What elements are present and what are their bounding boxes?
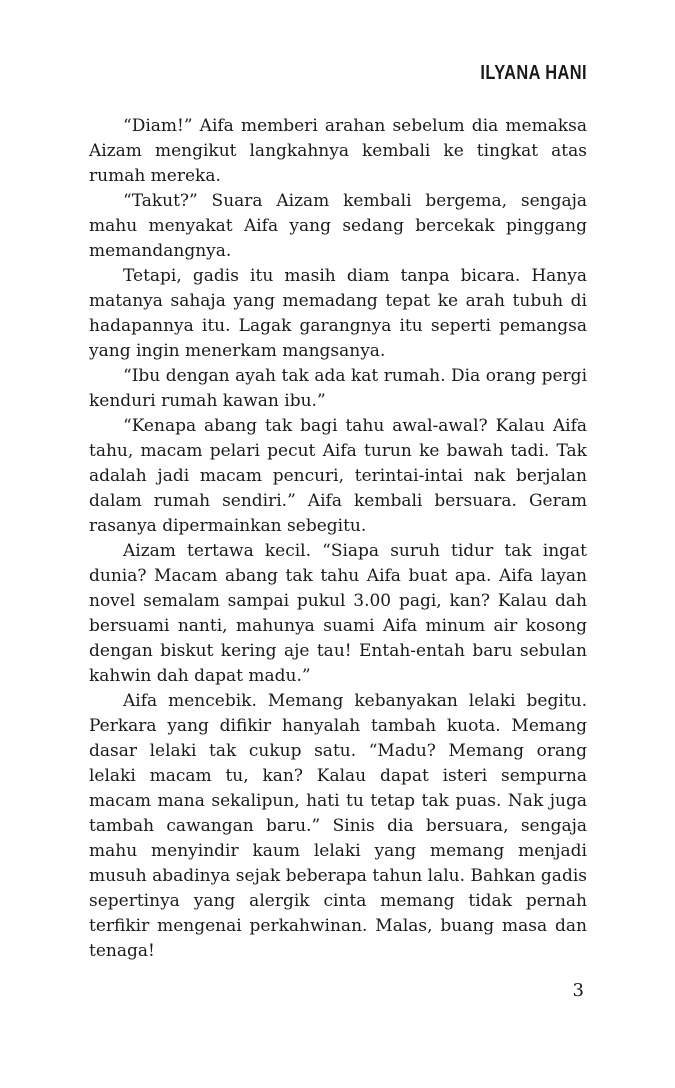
paragraph: Tetapi, gadis itu masih diam tanpa bicara. Hanya matanya sahaja yang memadang tepat ke arah tubuh di hadapannya itu. Lagak garangnya itu seperti pemangsa yang ingin menerkam mangsanya. <box>89 266 587 361</box>
paragraph: “Takut?” Suara Aizam kembali bergema, sengaja mahu menyakat Aifa yang sedang bercekak pinggang memandangnya. <box>89 191 587 261</box>
paragraph: Aizam tertawa kecil. “Siapa suruh tidur tak ingat dunia? Macam abang tak tahu Aifa buat apa. Aifa layan novel semalam sampai pukul 3.00 pagi, kan? Kalau dah bersuami nanti, mahunya suami Aifa minum air kosong dengan biskut kering aje tau! Entah-entah baru sebulan kahwin dah dapat madu.” <box>89 541 587 686</box>
paragraph: “Kenapa abang tak bagi tahu awal-awal? Kalau Aifa tahu, macam pelari pecut Aifa turun ke bawah tadi. Tak adalah jadi macam pencuri, terintai-intai nak berjalan dalam rumah sendiri.” Aifa kembali bersuara. Geram rasanya dipermainkan sebegitu. <box>89 416 587 536</box>
page-number: 3 <box>572 980 584 1001</box>
paragraph: Aifa mencebik. Memang kebanyakan lelaki begitu. Perkara yang difikir hanyalah tambah kuota. Memang dasar lelaki tak cukup satu. “Madu? Memang orang lelaki macam tu, kan? Kalau dapat isteri sempurna macam mana sekalipun, hati tu tetap tak puas. Nak juga tambah cawangan baru.” Sinis dia bersuara, sengaja mahu menyindir kaum lelaki yang memang menjadi musuh abadinya sejak beberapa tahun lalu. Bahkan gadis sepertinya yang alergik cinta memang tidak pernah terfikir mengenai perkahwinan. Malas, buang masa dan tenaga! <box>89 691 587 961</box>
paragraph: “Ibu dengan ayah tak ada kat rumah. Dia orang pergi kenduri rumah kawan ibu.” <box>89 366 587 411</box>
paragraph: “Diam!” Aifa memberi arahan sebelum dia memaksa Aizam mengikut langkahnya kembali ke tingkat atas rumah mereka. <box>89 116 587 186</box>
body-text <box>89 114 587 964</box>
running-head-title: ILYANA HANI <box>480 62 587 84</box>
